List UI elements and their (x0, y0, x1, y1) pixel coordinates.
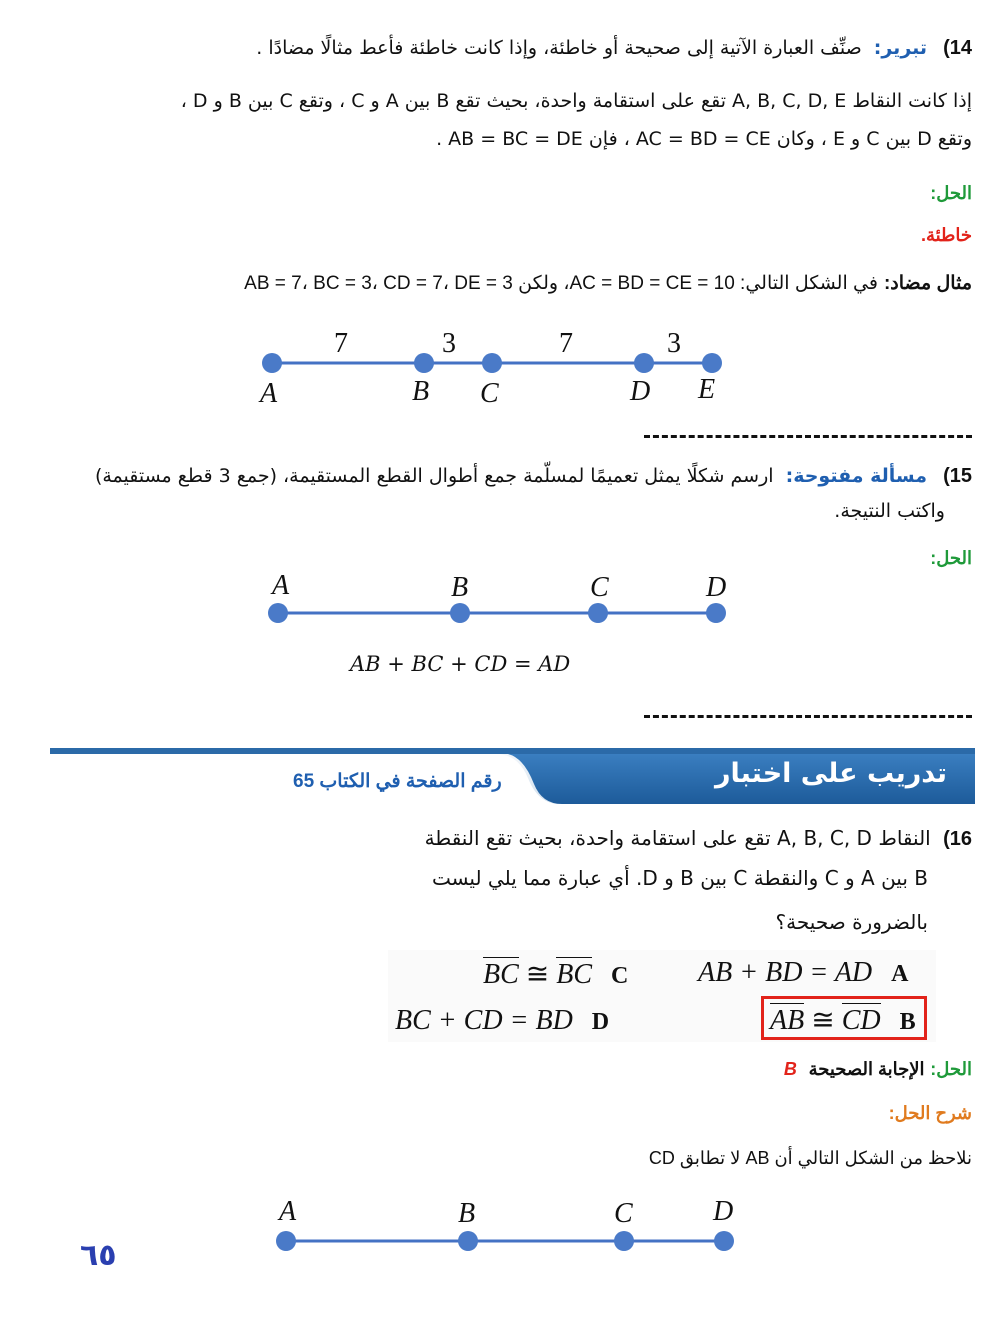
q16-line2: B بين A و C والنقطة C بين B و D. أي عبارة مما يلي ليست (431, 866, 928, 890)
q16-option-d-letter: D (591, 1009, 610, 1035)
q16-point-a (276, 1231, 296, 1251)
q15-point-b (450, 603, 470, 623)
q14-counter-label: مثال مضاد: (883, 273, 972, 294)
q15-figure (260, 590, 740, 640)
banner-title: تدريب على اختبار (714, 758, 947, 789)
q16-point-d (714, 1231, 734, 1251)
q16-option-a-expr: AB + BD = AD (698, 957, 873, 988)
q16-option-d-expr: BC + CD = BD (395, 1005, 573, 1036)
q16-option-b[interactable] (770, 1003, 916, 1037)
q14-heading (256, 36, 972, 60)
page-number: ٦٥ (80, 1238, 117, 1273)
q16-option-b-left: AB (770, 1005, 805, 1036)
q14-point-e (702, 353, 722, 373)
q16-option-c-mid: ≅ (518, 959, 557, 990)
q14-label-e: E (698, 374, 716, 405)
q14-seg-de: 3 (667, 328, 681, 359)
q16-point-b (458, 1231, 478, 1251)
q16-option-c-right: BC (556, 959, 593, 990)
q14-point-d (634, 353, 654, 373)
q16-label-d: D (713, 1196, 734, 1227)
q15-label-d: D (706, 572, 727, 603)
q14-label-c: C (480, 378, 499, 409)
q15-equation: AB + BC + CD = AD (350, 652, 571, 676)
q14-solution-label: الحل: (930, 183, 972, 203)
q16-number: 16) (943, 828, 972, 850)
q16-option-b-letter: B (899, 1009, 916, 1035)
q16-explain-label: شرح الحل: (888, 1103, 972, 1123)
q16-option-c-left: BC (483, 959, 519, 990)
q15-point-c (588, 603, 608, 623)
q16-point-c (614, 1231, 634, 1251)
q15-label-a: A (272, 570, 290, 601)
banner-page-ref: رقم الصفحة في الكتاب 65 (293, 771, 502, 792)
q15-heading (95, 464, 972, 488)
divider-2 (644, 715, 972, 718)
q16-option-b-mid: ≅ (804, 1005, 842, 1036)
q16-text-1: النقاط A, B, C, D تقع على استقامة واحدة، بحيث تقع النقطة (424, 826, 931, 850)
q14-seg-ab: 7 (334, 328, 348, 359)
q16-option-b-right: CD (841, 1005, 881, 1036)
q14-line1: إذا كانت النقاط A, B, C, D, E تقع على استقامة واحدة، بحيث تقع B بين A و C ، وتقع C بين B و D ، (180, 90, 972, 112)
q14-line2: وتقع D بين C و E ، وكان AC = BD = CE ، فإن AB = BC = DE . (436, 128, 972, 150)
q16-line1 (425, 826, 972, 851)
q14-label-a: A (260, 378, 278, 409)
q15-point-d (706, 603, 726, 623)
q14-tag: تبرير: (873, 37, 928, 59)
q15-point-a (268, 603, 288, 623)
q16-solution-letter: B (783, 1059, 797, 1079)
q16-label-c: C (614, 1198, 633, 1229)
q14-number: 14) (943, 37, 972, 59)
q14-label-b: B (412, 376, 430, 407)
q14-label-d: D (630, 376, 651, 407)
q15-number: 15) (943, 465, 972, 487)
q15-tag: مسألة مفتوحة: (785, 465, 928, 487)
q14-seg-bc: 3 (442, 328, 456, 359)
q16-option-a-letter: A (891, 961, 909, 987)
q16-explain-text: نلاحظ من الشكل التالي أن AB لا تطابق CD (648, 1148, 972, 1168)
q15-prompt: ارسم شكلًا يمثل تعميمًا لمسلّمة جمع أطوال القطع المستقيمة، (جمع 3 قطع مستقيمة) (94, 465, 774, 487)
q14-counter (244, 272, 972, 296)
q16-line3: بالضرورة صحيحة؟ (775, 910, 928, 934)
q16-option-c-letter: C (611, 963, 629, 989)
practice-banner (50, 748, 975, 806)
q14-point-a (262, 353, 282, 373)
q15-label-b: B (451, 572, 469, 603)
q16-label-a: A (279, 1196, 297, 1227)
q16-solution-text: الإجابة الصحيحة (808, 1059, 925, 1079)
q14-prompt: صنِّف العبارة الآتية إلى صحيحة أو خاطئة، وإذا كانت خاطئة فأعط مثالًا مضادًا . (256, 37, 862, 59)
q15-solution-label: الحل: (930, 548, 972, 568)
q15-prompt2: واكتب النتيجة. (834, 500, 945, 522)
q16-option-a[interactable] (698, 957, 908, 989)
divider-1 (644, 435, 972, 438)
q16-figure (270, 1218, 750, 1258)
q16-solution-label: الحل: (930, 1059, 972, 1079)
q14-seg-cd: 7 (559, 328, 573, 359)
q16-option-c[interactable] (483, 957, 628, 991)
q16-solution (784, 1059, 972, 1081)
q14-point-b (414, 353, 434, 373)
q16-option-d[interactable] (395, 1005, 609, 1037)
q14-point-c (482, 353, 502, 373)
q16-label-b: B (458, 1198, 476, 1229)
q14-counter-text: في الشكل التالي: AC = BD = CE = 10، ولكن AB = 7، BC = 3، CD = 7، DE = 3 (244, 273, 878, 294)
q15-label-c: C (590, 572, 609, 603)
q14-answer: خاطئة. (920, 225, 972, 245)
